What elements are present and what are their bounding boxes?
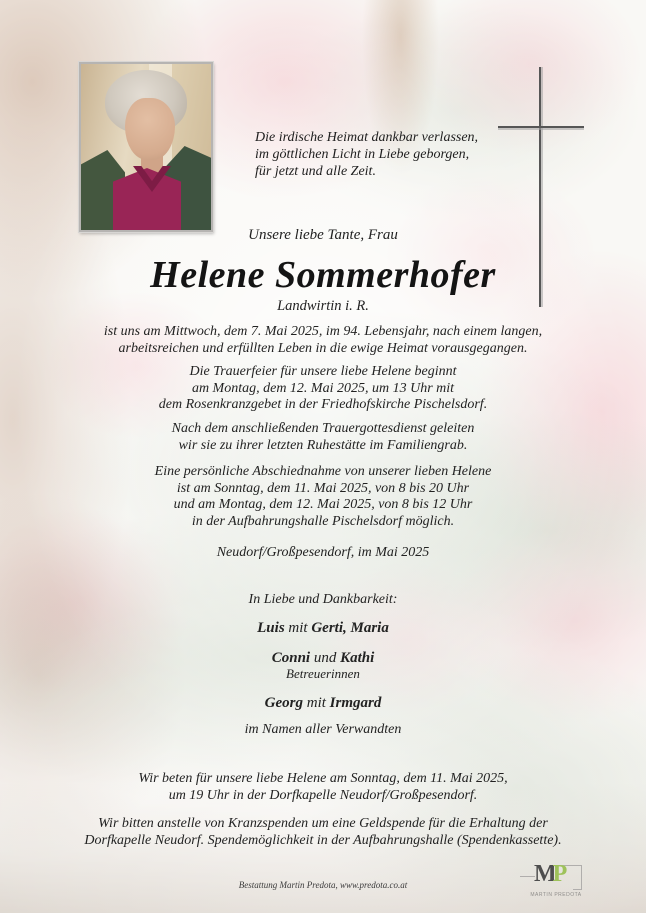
mourner-connector: mit bbox=[302, 695, 330, 711]
portrait-photo bbox=[79, 62, 213, 232]
verse-line: Die irdische Heimat dankbar verlassen, bbox=[255, 130, 479, 145]
collective-mourners: im Namen aller Verwandten bbox=[244, 722, 402, 737]
mourner-role-label: Betreuerinnen bbox=[286, 666, 360, 681]
announcement-line: arbeitsreichen und erfüllten Leben in die ewige Heimat vorausgegangen. bbox=[118, 341, 528, 356]
verse-line: im göttlichen Licht in Liebe geborgen, bbox=[255, 147, 470, 162]
farewell-line: ist am Sonntag, dem 11. Mai 2025, von 8 bis 20 Uhr bbox=[176, 480, 470, 496]
death-announcement bbox=[0, 323, 646, 357]
funeral-line: am Montag, dem 12. Mai 2025, um 13 Uhr mit bbox=[191, 380, 455, 396]
logo-letter-p: P bbox=[552, 861, 568, 887]
funeral-home-credit: Bestattung Martin Predota, www.predota.co.at bbox=[238, 880, 408, 890]
donation-request bbox=[0, 815, 646, 849]
mourner-name: Luis bbox=[257, 620, 285, 636]
mourner-name: Gerti, Maria bbox=[311, 620, 389, 636]
donation-line: Dorfkapelle Neudorf. Spendemöglichkeit in der Aufbahrungshalle (Spendenkassette). bbox=[84, 833, 562, 848]
logo-subtext: MARTIN PREDOTA bbox=[530, 892, 582, 898]
burial-service-details bbox=[0, 421, 646, 454]
mourner-line-2 bbox=[0, 650, 646, 667]
closing-phrase: In Liebe und Dankbarkeit: bbox=[248, 592, 398, 607]
opening-verse bbox=[255, 129, 478, 180]
mourner-name: Kathi bbox=[340, 650, 375, 666]
service-line: Nach dem anschließenden Trauergottesdienst geleiten bbox=[171, 421, 475, 436]
prayer-line: um 19 Uhr in der Dorfkapelle Neudorf/Großpesendorf. bbox=[168, 788, 478, 803]
salutation: Unsere liebe Tante, Frau bbox=[248, 227, 398, 243]
mp-logo bbox=[520, 863, 592, 903]
deceased-name: Helene Sommerhofer bbox=[150, 254, 496, 296]
logo-frame-segment bbox=[520, 876, 535, 877]
portrait-face bbox=[125, 98, 175, 160]
deceased-title: Landwirtin i. R. bbox=[277, 298, 369, 314]
logo-letters bbox=[534, 861, 567, 888]
mourner-line-3 bbox=[0, 695, 646, 712]
donation-line: Wir bitten anstelle von Kranzspenden um eine Geldspende für die Erhaltung der bbox=[98, 816, 548, 831]
farewell-visitation-details bbox=[0, 464, 646, 530]
funeral-line: Die Trauerfeier für unsere liebe Helene beginnt bbox=[189, 364, 457, 379]
prayer-announcement bbox=[0, 770, 646, 804]
verse-line: für jetzt und alle Zeit. bbox=[255, 164, 376, 179]
mourner-connector: mit bbox=[284, 620, 312, 636]
logo-frame-segment bbox=[573, 889, 582, 890]
mourner-connector: und bbox=[310, 650, 341, 666]
mourner-name: Irmgard bbox=[329, 695, 382, 711]
funeral-details bbox=[0, 364, 646, 414]
farewell-line: Eine persönliche Abschiednahme von unserer lieben Helene bbox=[154, 464, 492, 479]
farewell-line: in der Aufbahrungshalle Pischelsdorf möglich. bbox=[191, 513, 455, 529]
place-and-date: Neudorf/Großpesendorf, im Mai 2025 bbox=[216, 545, 430, 560]
cross-horizontal-bar bbox=[498, 126, 584, 128]
mourner-name: Conni bbox=[271, 650, 311, 666]
farewell-line: und am Montag, dem 12. Mai 2025, von 8 bis 12 Uhr bbox=[173, 497, 473, 512]
logo-frame-segment bbox=[581, 865, 582, 890]
prayer-line: Wir beten für unsere liebe Helene am Sonntag, dem 11. Mai 2025, bbox=[138, 771, 508, 786]
mourner-line-1 bbox=[0, 620, 646, 637]
announcement-line: ist uns am Mittwoch, dem 7. Mai 2025, im 94. Lebensjahr, nach einem langen, bbox=[103, 324, 543, 339]
funeral-line: dem Rosenkranzgebet in der Friedhofskirche Pischelsdorf. bbox=[158, 397, 488, 412]
service-line: wir sie zu ihrer letzten Ruhestätte im Familiengrab. bbox=[178, 437, 468, 453]
mourner-name: Georg bbox=[264, 695, 303, 711]
logo-letter-m: M bbox=[534, 861, 557, 887]
